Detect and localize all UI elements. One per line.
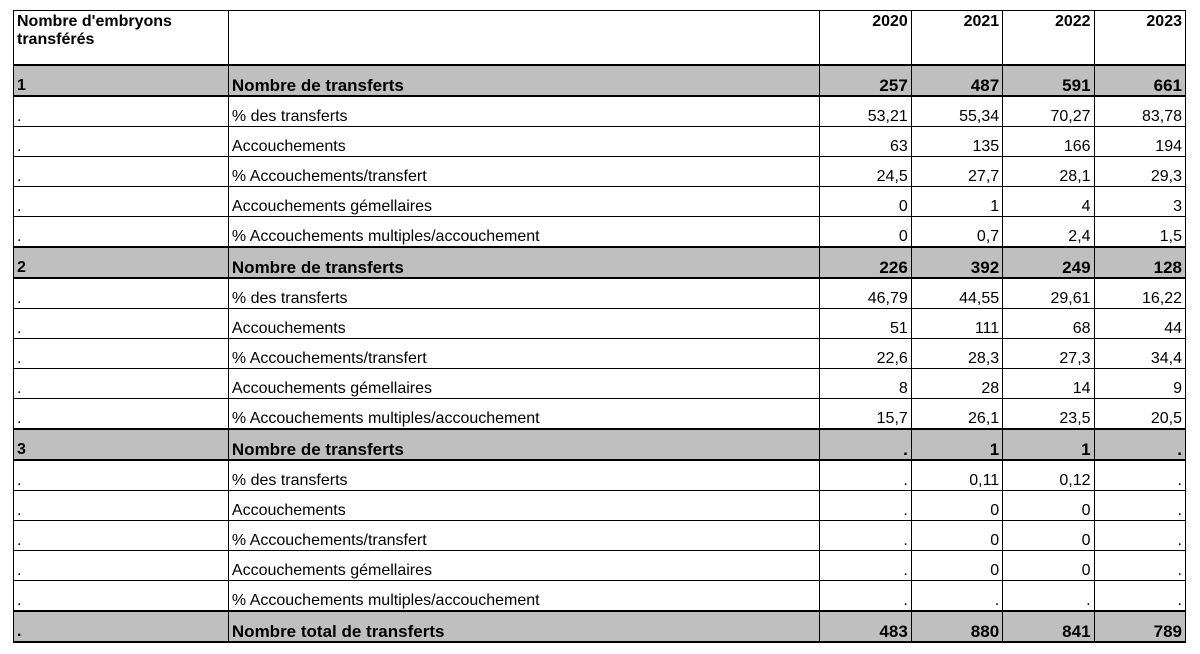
row-label-cell: Accouchements gémellaires — [228, 551, 820, 581]
value-cell-2023: 789 — [1094, 611, 1185, 642]
row-label-cell: Accouchements — [228, 309, 820, 339]
value-cell-2020: 257 — [820, 65, 911, 96]
row-group-cell: . — [14, 157, 229, 187]
value-cell-2022: 70,27 — [1003, 96, 1094, 127]
row-label-cell: % des transferts — [228, 278, 820, 309]
table-row — [14, 96, 1186, 127]
value-cell-2022: 0 — [1003, 521, 1094, 551]
row-group-cell: . — [14, 581, 229, 612]
row-label-cell: Accouchements gémellaires — [228, 369, 820, 399]
row-group-cell: . — [14, 96, 229, 127]
value-cell-2022: 28,1 — [1003, 157, 1094, 187]
row-group-cell: . — [14, 491, 229, 521]
value-cell-2023: 1,5 — [1094, 217, 1185, 248]
value-cell-2023: 9 — [1094, 369, 1185, 399]
value-cell-2022: 29,61 — [1003, 278, 1094, 309]
row-label-cell: % des transferts — [228, 460, 820, 491]
value-cell-2023: . — [1094, 429, 1185, 460]
value-cell-2020: . — [820, 429, 911, 460]
row-label-cell: % Accouchements/transfert — [228, 157, 820, 187]
header-year-2023: 2023 — [1094, 11, 1185, 66]
table-row — [14, 278, 1186, 309]
table-row — [14, 399, 1186, 430]
value-cell-2021: 0 — [911, 521, 1002, 551]
value-cell-2023: 128 — [1094, 247, 1185, 278]
table-body — [14, 11, 1186, 643]
value-cell-2022: 0 — [1003, 491, 1094, 521]
value-cell-2023: 16,22 — [1094, 278, 1185, 309]
value-cell-2022: 1 — [1003, 429, 1094, 460]
table-row — [14, 187, 1186, 217]
value-cell-2022: 2,4 — [1003, 217, 1094, 248]
row-group-cell: . — [14, 551, 229, 581]
value-cell-2021: 0,11 — [911, 460, 1002, 491]
row-label-cell: Accouchements — [228, 491, 820, 521]
row-group-cell: . — [14, 217, 229, 248]
value-cell-2020: . — [820, 551, 911, 581]
value-cell-2022: 14 — [1003, 369, 1094, 399]
value-cell-2022: 68 — [1003, 309, 1094, 339]
table-row — [14, 581, 1186, 612]
value-cell-2020: 24,5 — [820, 157, 911, 187]
value-cell-2021: 1 — [911, 429, 1002, 460]
row-label-cell: % des transferts — [228, 96, 820, 127]
value-cell-2021: 111 — [911, 309, 1002, 339]
value-cell-2020: 22,6 — [820, 339, 911, 369]
value-cell-2023: 194 — [1094, 127, 1185, 157]
value-cell-2021: 135 — [911, 127, 1002, 157]
header-year-2021: 2021 — [911, 11, 1002, 66]
value-cell-2023: . — [1094, 521, 1185, 551]
value-cell-2020: 46,79 — [820, 278, 911, 309]
value-cell-2020: 63 — [820, 127, 911, 157]
value-cell-2020: 53,21 — [820, 96, 911, 127]
value-cell-2021: 44,55 — [911, 278, 1002, 309]
value-cell-2020: 0 — [820, 187, 911, 217]
row-group-cell: 3 — [14, 429, 229, 460]
row-label-cell: Nombre de transferts — [228, 429, 820, 460]
value-cell-2021: 0 — [911, 491, 1002, 521]
value-cell-2020: 226 — [820, 247, 911, 278]
value-cell-2021: 1 — [911, 187, 1002, 217]
table-row — [14, 217, 1186, 248]
value-cell-2021: 26,1 — [911, 399, 1002, 430]
value-cell-2023: 83,78 — [1094, 96, 1185, 127]
embryo-transfer-table — [13, 10, 1186, 643]
table-row-summary — [14, 429, 1186, 460]
value-cell-2020: 51 — [820, 309, 911, 339]
value-cell-2023: . — [1094, 491, 1185, 521]
value-cell-2021: 392 — [911, 247, 1002, 278]
row-group-cell: . — [14, 460, 229, 491]
value-cell-2023: . — [1094, 581, 1185, 612]
row-group-cell: 2 — [14, 247, 229, 278]
value-cell-2022: 4 — [1003, 187, 1094, 217]
table-row — [14, 339, 1186, 369]
value-cell-2021: 0 — [911, 551, 1002, 581]
value-cell-2023: 29,3 — [1094, 157, 1185, 187]
table-row — [14, 521, 1186, 551]
table-row — [14, 309, 1186, 339]
value-cell-2023: 34,4 — [1094, 339, 1185, 369]
row-label-cell: Nombre de transferts — [228, 247, 820, 278]
table-row — [14, 551, 1186, 581]
value-cell-2022: 0,12 — [1003, 460, 1094, 491]
row-group-cell: . — [14, 369, 229, 399]
row-label-cell: % Accouchements multiples/accouchement — [228, 399, 820, 430]
header-embryos-count: Nombre d'embryons transférés — [14, 11, 229, 66]
row-group-cell: . — [14, 278, 229, 309]
row-label-cell: Nombre de transferts — [228, 65, 820, 96]
value-cell-2023: 20,5 — [1094, 399, 1185, 430]
table-row — [14, 369, 1186, 399]
value-cell-2021: . — [911, 581, 1002, 612]
value-cell-2023: 44 — [1094, 309, 1185, 339]
row-label-cell: Accouchements gémellaires — [228, 187, 820, 217]
value-cell-2021: 0,7 — [911, 217, 1002, 248]
value-cell-2022: 23,5 — [1003, 399, 1094, 430]
row-group-cell: . — [14, 127, 229, 157]
value-cell-2021: 28,3 — [911, 339, 1002, 369]
row-group-cell: 1 — [14, 65, 229, 96]
value-cell-2020: . — [820, 521, 911, 551]
table-row — [14, 157, 1186, 187]
value-cell-2023: 661 — [1094, 65, 1185, 96]
value-cell-2022: 0 — [1003, 551, 1094, 581]
table-row — [14, 460, 1186, 491]
row-label-cell: Accouchements — [228, 127, 820, 157]
header-indicator — [228, 11, 820, 66]
value-cell-2020: . — [820, 491, 911, 521]
value-cell-2022: 27,3 — [1003, 339, 1094, 369]
value-cell-2020: . — [820, 460, 911, 491]
value-cell-2022: . — [1003, 581, 1094, 612]
value-cell-2023: . — [1094, 551, 1185, 581]
value-cell-2020: 15,7 — [820, 399, 911, 430]
value-cell-2023: . — [1094, 460, 1185, 491]
value-cell-2020: 8 — [820, 369, 911, 399]
value-cell-2022: 166 — [1003, 127, 1094, 157]
table-row — [14, 127, 1186, 157]
row-label-cell: Nombre total de transferts — [228, 611, 820, 642]
row-group-cell: . — [14, 187, 229, 217]
value-cell-2020: 483 — [820, 611, 911, 642]
value-cell-2021: 55,34 — [911, 96, 1002, 127]
row-group-cell: . — [14, 339, 229, 369]
value-cell-2021: 28 — [911, 369, 1002, 399]
header-year-2020: 2020 — [820, 11, 911, 66]
row-group-cell: . — [14, 521, 229, 551]
value-cell-2020: 0 — [820, 217, 911, 248]
table-row-summary — [14, 611, 1186, 642]
table-row — [14, 491, 1186, 521]
table-container — [13, 10, 1186, 643]
value-cell-2020: . — [820, 581, 911, 612]
value-cell-2021: 27,7 — [911, 157, 1002, 187]
table-row-summary — [14, 65, 1186, 96]
value-cell-2023: 3 — [1094, 187, 1185, 217]
header-row — [14, 11, 1186, 66]
row-label-cell: % Accouchements multiples/accouchement — [228, 217, 820, 248]
value-cell-2021: 487 — [911, 65, 1002, 96]
row-label-cell: % Accouchements multiples/accouchement — [228, 581, 820, 612]
row-group-cell: . — [14, 309, 229, 339]
value-cell-2022: 841 — [1003, 611, 1094, 642]
row-group-cell: . — [14, 611, 229, 642]
value-cell-2022: 591 — [1003, 65, 1094, 96]
header-year-2022: 2022 — [1003, 11, 1094, 66]
value-cell-2021: 880 — [911, 611, 1002, 642]
row-group-cell: . — [14, 399, 229, 430]
row-label-cell: % Accouchements/transfert — [228, 339, 820, 369]
table-row-summary — [14, 247, 1186, 278]
value-cell-2022: 249 — [1003, 247, 1094, 278]
row-label-cell: % Accouchements/transfert — [228, 521, 820, 551]
